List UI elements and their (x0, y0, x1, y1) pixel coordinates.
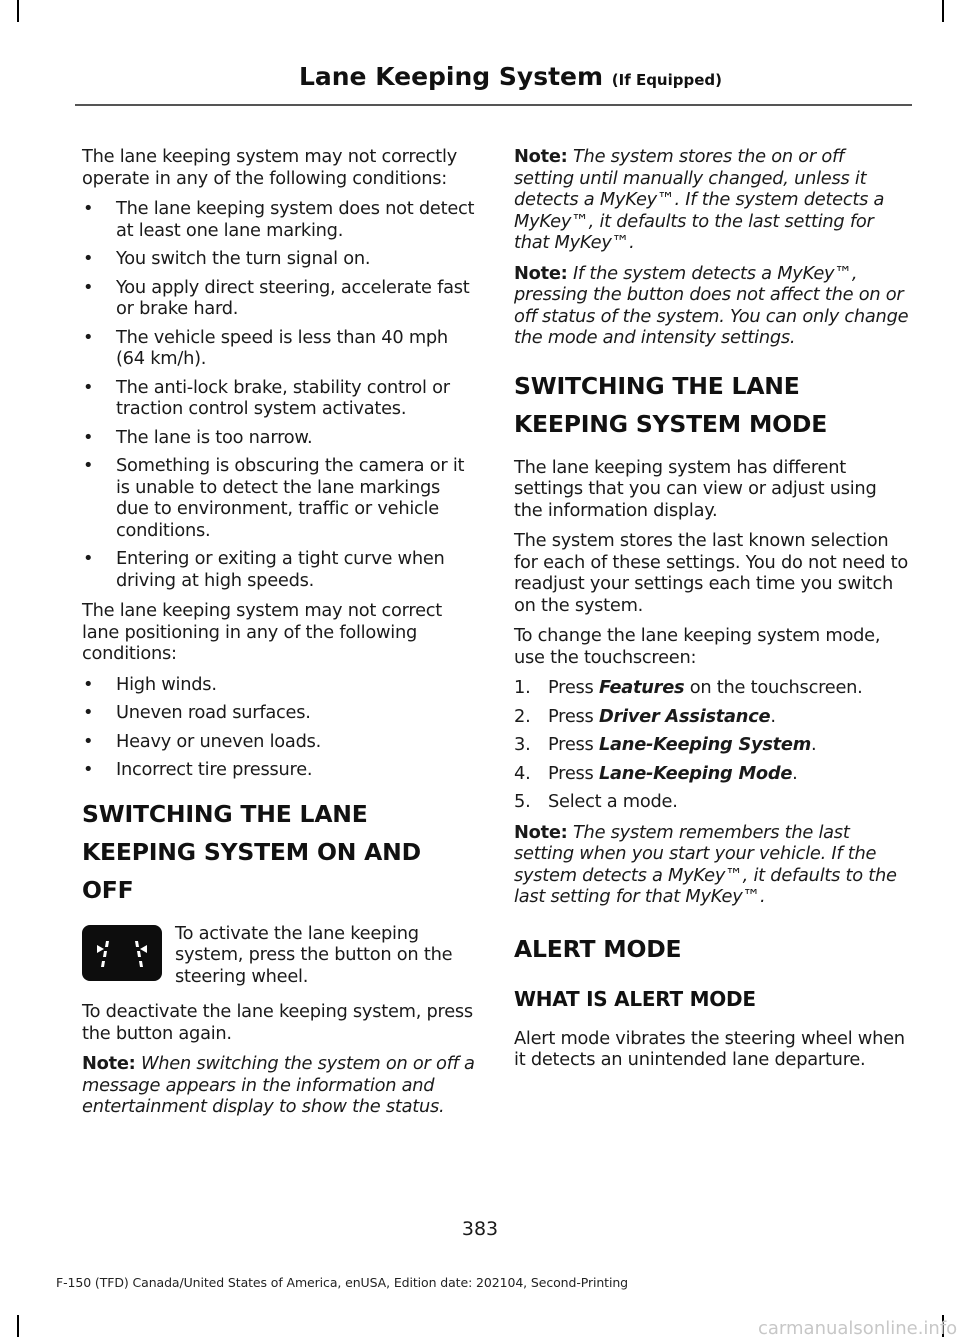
mode-paragraph-3: To change the lane keeping system mode, use the touchscreen: (514, 625, 881, 668)
list-item: • Uneven road surfaces. (82, 702, 477, 724)
right-column (514, 146, 909, 1080)
crop-mark-top-right (942, 0, 944, 22)
step-text-end: . (792, 762, 798, 784)
step-item (514, 791, 909, 813)
note-remembers (514, 822, 909, 908)
note-label: Note: (514, 262, 568, 284)
step-item (514, 734, 909, 756)
note-text: When switching the system on or off a message appears in the information and entertainment display to show the status. (82, 1053, 475, 1117)
list-item: • The anti-lock brake, stability control or traction control system activates. (82, 377, 477, 420)
section-heading-alert: ALERT MODE (514, 934, 682, 963)
activate-text: To activate the lane keeping system, press the button on the steering wheel. (175, 922, 453, 987)
step-control-name: Lane-Keeping System (598, 734, 812, 755)
list-item: • Something is obscuring the camera or it is unable to detect the lane markings due to environment, traffic or vehicle conditions. (82, 455, 477, 541)
deactivate-text: To deactivate the lane keeping system, press the button again. (82, 1001, 473, 1044)
note-switching (82, 1053, 477, 1118)
conditions-intro: The lane keeping system may not correctly operate in any of the following conditions: (82, 146, 457, 189)
list-item: • The vehicle speed is less than 40 mph (64 km/h). (82, 327, 477, 370)
note-mykey-button (514, 263, 909, 349)
step-control-name: Features (598, 677, 685, 698)
positioning-conditions-list (82, 674, 477, 781)
section-heading-on-off: SWITCHING THE LANE KEEPING SYSTEM ON AND OFF (82, 799, 421, 904)
list-item: • High winds. (82, 674, 477, 696)
step-item (514, 677, 909, 699)
list-item: • The lane keeping system does not detect at least one lane marking. (82, 198, 477, 241)
note-label: Note: (514, 146, 568, 167)
mode-steps-list (514, 677, 909, 813)
watermark: carmanualsonline.info (758, 1318, 958, 1339)
crop-mark-bottom-left (17, 1315, 19, 1337)
step-text: Press (548, 677, 599, 698)
step-item (514, 763, 909, 785)
step-number: 3. (514, 734, 531, 755)
note-label: Note: (82, 1053, 136, 1074)
step-number: 1. (514, 677, 531, 698)
step-text-end: . (770, 705, 776, 727)
step-text: Press (548, 762, 599, 784)
header-title-text: Lane Keeping System (298, 62, 604, 91)
section-heading-mode: SWITCHING THE LANE KEEPING SYSTEM MODE (514, 371, 828, 438)
step-text: Press (548, 734, 599, 755)
lane-keeping-icon-glyph (92, 936, 152, 970)
note-label: Note: (514, 821, 568, 843)
left-column (82, 146, 477, 1127)
header-divider (75, 104, 912, 106)
crop-mark-top-left (17, 0, 19, 22)
page-number: 383 (461, 1218, 499, 1240)
edition-line: F-150 (TFD) Canada/United States of America, enUSA, Edition date: 202104, Second-Printing (56, 1275, 629, 1290)
mode-paragraph-1: The lane keeping system has different settings that you can view or adjust using the information display. (514, 456, 877, 521)
step-number: 5. (514, 791, 531, 812)
note-text: The system remembers the last setting when you start your vehicle. If the system detects a MyKey™, it defaults to the last setting for that MyKey™. (514, 821, 897, 907)
positioning-intro: The lane keeping system may not correct lane positioning in any of the following conditions: (82, 600, 443, 664)
lane-keeping-icon (82, 925, 162, 981)
alert-description: Alert mode vibrates the steering wheel when it detects an unintended lane departure. (514, 1027, 905, 1070)
step-control-name: Lane-Keeping Mode (598, 762, 793, 784)
list-item: • You switch the turn signal on. (82, 248, 477, 270)
list-item: • Heavy or uneven loads. (82, 731, 477, 753)
mode-paragraph-2: The system stores the last known selection for each of these settings. You do not need to readjust your settings each time you switch on the system. (514, 530, 909, 616)
page-header-title (299, 62, 722, 91)
step-control-name: Driver Assistance (598, 705, 771, 727)
step-number: 2. (514, 705, 531, 727)
operation-conditions-list (82, 198, 477, 591)
list-item: • You apply direct steering, accelerate fast or brake hard. (82, 277, 477, 320)
step-item (514, 706, 909, 728)
note-mykey-setting (514, 146, 909, 254)
step-text: Select a mode. (548, 791, 678, 812)
step-text-end: on the touchscreen. (684, 677, 863, 698)
list-item: • Incorrect tire pressure. (82, 759, 477, 781)
step-text: Press (548, 705, 599, 727)
list-item: • The lane is too narrow. (82, 427, 477, 449)
list-item: • Entering or exiting a tight curve when driving at high speeds. (82, 548, 477, 591)
note-text: If the system detects a MyKey™, pressing the button does not affect the on or off status of the system. You can only change the mode and intensity settings. (514, 262, 909, 348)
step-text-end: . (811, 734, 817, 755)
subheading-what-is-alert: WHAT IS ALERT MODE (514, 986, 756, 1011)
step-number: 4. (514, 762, 531, 784)
note-text: The system stores the on or off setting until manually changed, unless it detects a MyKey™. If the system detects a MyKey™, it defaults to the last setting for that MyKey™. (514, 146, 885, 253)
header-title-suffix: (If Equipped) (611, 71, 722, 89)
activate-row (82, 923, 477, 988)
